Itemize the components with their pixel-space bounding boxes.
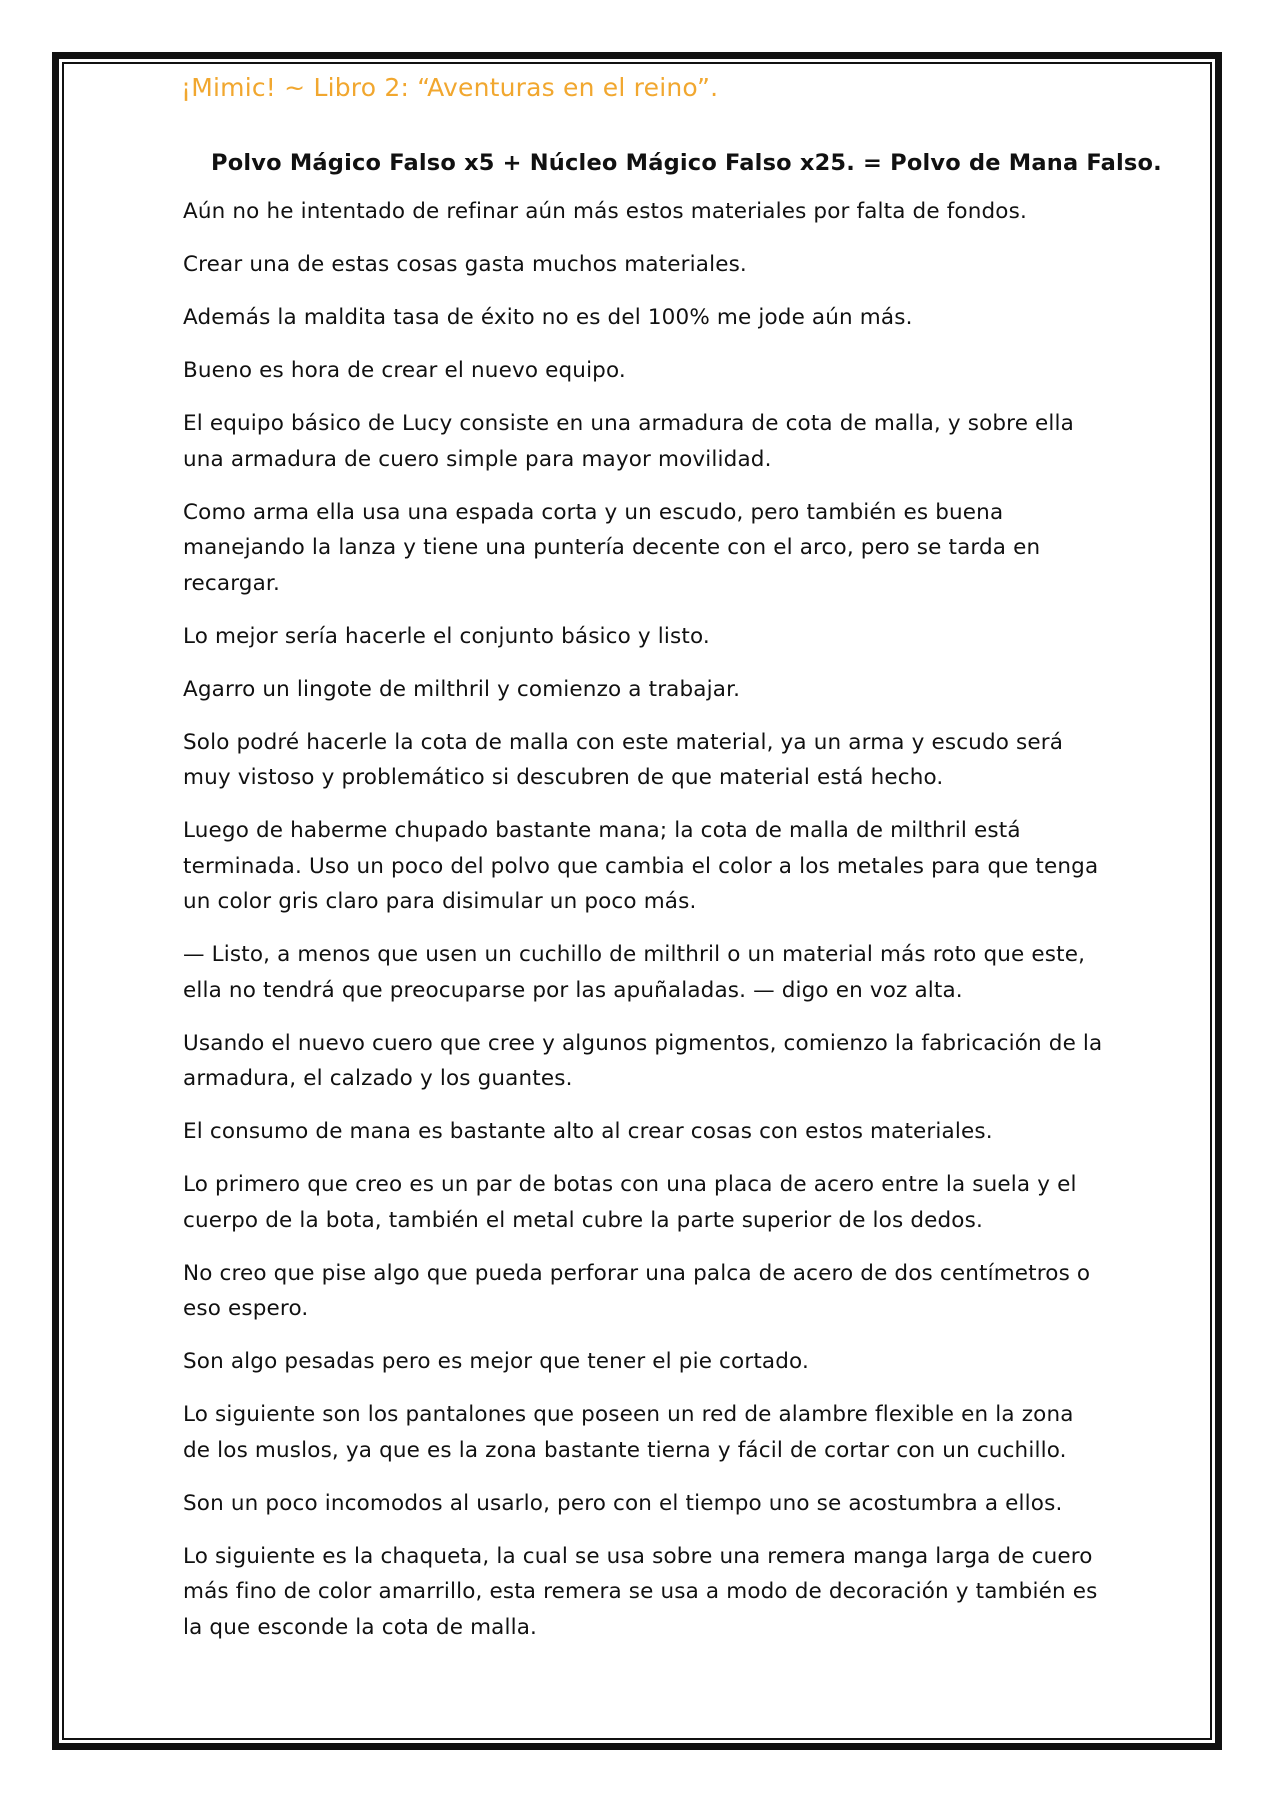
paragraph: Luego de haberme chupado bastante mana; la cota de malla de milthril está terminada. Uso un poco del polvo que cambia el color a los metales para que tenga un color gris claro para disimular un poco más. (183, 818, 1099, 914)
paragraph: — Listo, a menos que usen un cuchillo de milthril o un material más roto que este, ella no tendrá que preocuparse por las apuñaladas. — digo en voz alta. (183, 942, 1086, 1003)
paragraph: Son algo pesadas pero es mejor que tener el pie cortado. (183, 1349, 809, 1374)
paragraph: Solo podré hacerle la cota de malla con este material, ya un arma y escudo será muy vistoso y problemático si descubren de que material está hecho. (183, 729, 1064, 790)
paragraph: Lo mejor sería hacerle el conjunto básico y listo. (183, 623, 710, 649)
paragraph: Son un poco incomodos al usarlo, pero con el tiempo uno se acostumbra a ellos. (183, 1490, 1063, 1516)
page-header-title: ¡Mimic! ~ Libro 2: “Aventuras en el reino”. (181, 73, 719, 102)
paragraph: Aún no he intentado de refinar aún más estos materiales por falta de fondos. (183, 199, 1027, 224)
paragraph: Lo primero que creo es un par de botas con una placa de acero entre la suela y el cuerpo de la bota, también el metal cubre la parte superior de los dedos. (183, 1172, 1077, 1233)
paragraph: Lo siguiente son los pantalones que poseen un red de alambre flexible en la zona de los muslos, ya que es la zona bastante tierna y fácil de cortar con un cuchillo. (183, 1402, 1074, 1463)
paragraph: Lo siguiente es la chaqueta, la cual se usa sobre una remera manga larga de cuero más fino de color amarrillo, esta remera se usa a modo de decoración y también es la que esconde la cota de malla. (183, 1543, 1098, 1640)
paragraph: Usando el nuevo cuero que cree y algunos pigmentos, comienzo la fabricación de la armadura, el calzado y los guantes. (183, 1030, 1103, 1091)
paragraph: Bueno es hora de crear el nuevo equipo. (183, 358, 626, 383)
paragraph: Además la maldita tasa de éxito no es del 100% me jode aún más. (183, 305, 913, 330)
document-body (183, 150, 1162, 1663)
formula-line: Polvo Mágico Falso x5 + Núcleo Mágico Falso x25. = Polvo de Mana Falso. (211, 150, 1162, 176)
paragraph: No creo que pise algo que pueda perforar una palca de acero de dos centímetros o eso espero. (183, 1260, 1091, 1321)
paragraph: Agarro un lingote de milthril y comienzo a trabajar. (183, 676, 741, 702)
paragraph: El consumo de mana es bastante alto al crear cosas con estos materiales. (183, 1119, 993, 1144)
paragraph: El equipo básico de Lucy consiste en una armadura de cota de malla, y sobre ella una armadura de cuero simple para mayor movilidad. (183, 411, 1075, 472)
paragraph: Como arma ella usa una espada corta y un escudo, pero también es buena manejando la lanza y tiene una puntería decente con el arco, pero se tarda en recargar. (183, 499, 1041, 596)
paragraph: Crear una de estas cosas gasta muchos materiales. (183, 252, 747, 277)
